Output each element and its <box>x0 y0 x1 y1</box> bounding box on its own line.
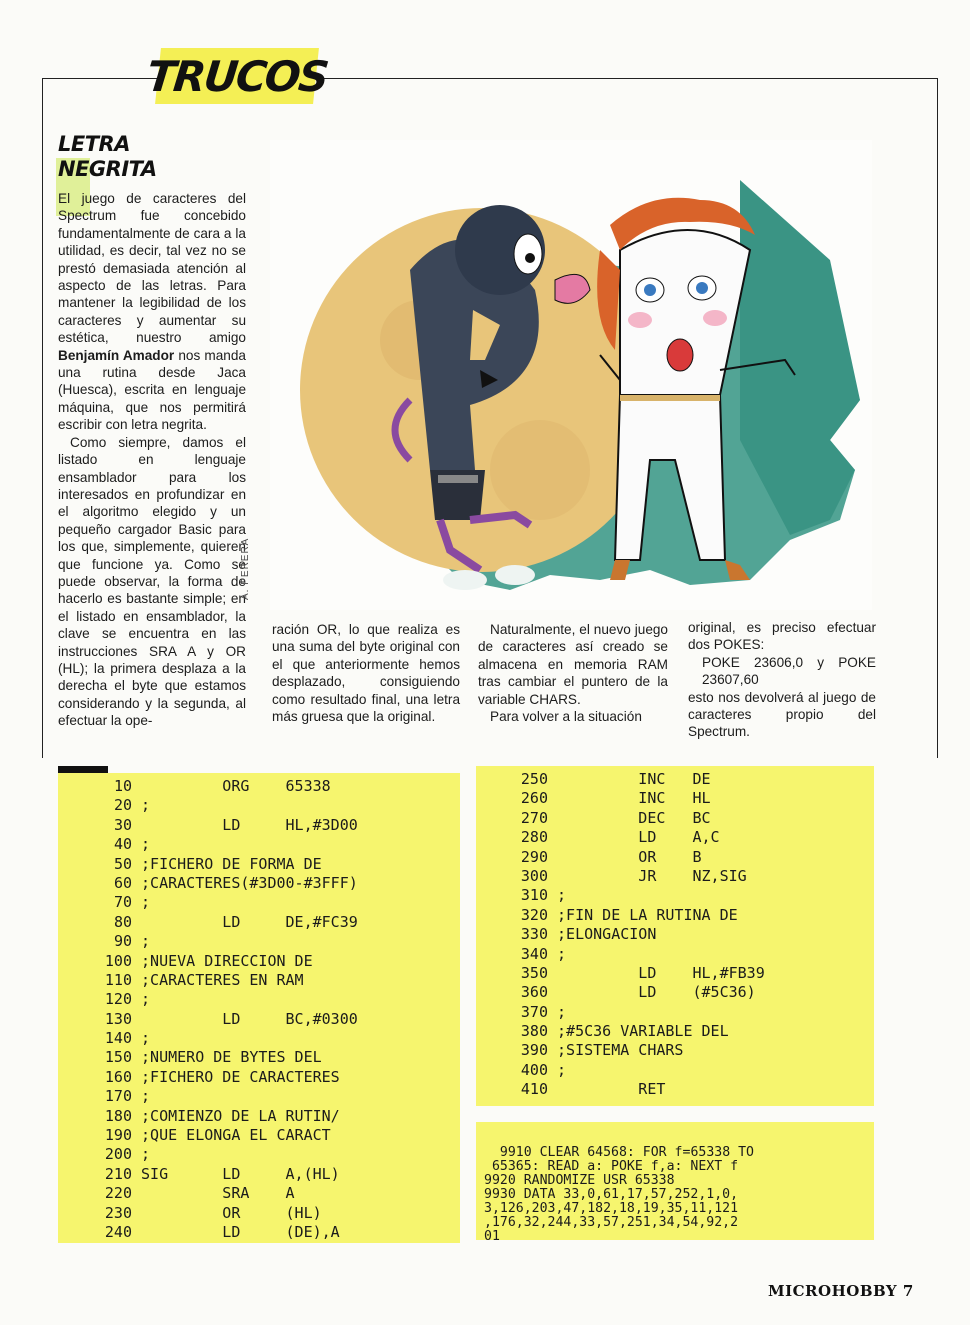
line-number: 50 <box>113 854 132 873</box>
code-line <box>74 1068 358 1087</box>
line-number: 320 <box>520 905 548 924</box>
code-line <box>74 1126 358 1145</box>
line-number: 310 <box>520 886 548 905</box>
code-line <box>74 777 358 796</box>
code-line <box>74 990 358 1009</box>
col1-text-b: nos manda una rutina desde Jaca (Huesca), escrita en lenguaje máquina, que nos permitirá escribir con letra negrita. <box>58 347 246 433</box>
code-line <box>74 835 358 854</box>
code-line <box>490 964 765 983</box>
assembler-listing-left <box>74 777 358 1242</box>
basic-line: ,176,32,244,33,57,251,34,54,92,2 <box>484 1215 739 1230</box>
code-text: ; <box>132 1145 151 1164</box>
code-text: ;#5C36 VARIABLE DEL <box>548 1022 729 1041</box>
code-line <box>490 867 765 886</box>
code-line <box>490 983 765 1002</box>
code-text: ;CARACTERES EN RAM <box>132 970 304 989</box>
line-number: 360 <box>520 983 548 1002</box>
code-line <box>74 855 358 874</box>
line-number: 380 <box>520 1022 548 1041</box>
line-number: 330 <box>520 925 548 944</box>
code-line <box>490 906 765 925</box>
code-line <box>74 952 358 971</box>
line-number: 210 <box>104 1164 132 1183</box>
line-number: 60 <box>113 873 132 892</box>
code-text: ; <box>132 835 151 854</box>
code-text: ;FIN DE LA RUTINA DE <box>548 905 738 924</box>
body-column-2 <box>272 621 460 725</box>
code-line <box>490 848 765 867</box>
code-line <box>490 1022 765 1041</box>
line-number: 390 <box>520 1041 548 1060</box>
line-number: 80 <box>113 912 132 931</box>
col4-pokes: POKE 23606,0 y POKE 23607,60 <box>702 654 876 688</box>
frame-right-rule <box>937 78 938 758</box>
code-line <box>490 789 765 808</box>
code-line <box>74 796 358 815</box>
line-number: 340 <box>520 944 548 963</box>
code-text: DEC BC <box>548 808 711 827</box>
assembler-listing-right <box>490 770 765 1100</box>
line-number: 100 <box>104 951 132 970</box>
line-number: 270 <box>520 808 548 827</box>
illustration <box>270 140 872 610</box>
code-text: ; <box>548 944 567 963</box>
title-line-1: LETRA <box>58 132 130 156</box>
code-text: ; <box>132 796 151 815</box>
line-number: 150 <box>104 1048 132 1067</box>
code-line <box>74 1048 358 1067</box>
code-line <box>490 1041 765 1060</box>
code-text: OR (HL) <box>132 1203 322 1222</box>
code-text: LD (DE),A <box>132 1222 340 1241</box>
code-text: ; <box>132 1029 151 1048</box>
code-line <box>74 1107 358 1126</box>
illustration-credit: A. PERERA <box>240 537 251 600</box>
code-line <box>490 945 765 964</box>
line-number: 10 <box>113 777 132 795</box>
line-number: 400 <box>520 1060 548 1079</box>
line-number: 300 <box>520 866 548 885</box>
code-text: LD A,C <box>548 828 720 847</box>
code-line <box>74 1087 358 1106</box>
body-column-1 <box>58 190 246 730</box>
code-line <box>74 932 358 951</box>
col4-outro: esto nos devolverá al juego de caracteres propio del Spectrum. <box>688 689 876 740</box>
code-line <box>74 874 358 893</box>
basic-line: 9920 RANDOMIZE USR 65338 <box>484 1173 675 1188</box>
line-number: 190 <box>104 1126 132 1145</box>
basic-line: 9930 DATA 33,0,61,17,57,252,1,0, <box>484 1187 739 1202</box>
code-text: ; <box>132 1087 151 1106</box>
line-number: 280 <box>520 828 548 847</box>
code-text: JR NZ,SIG <box>548 866 747 885</box>
page-footer: MICROHOBBY 7 <box>768 1282 914 1300</box>
col3-paragraph-2: Para volver a la situación <box>490 709 642 725</box>
code-text: ; <box>548 886 567 905</box>
line-number: 170 <box>104 1087 132 1106</box>
line-number: 410 <box>520 1080 548 1099</box>
line-number: 160 <box>104 1067 132 1086</box>
code-text: ; <box>132 893 151 912</box>
section-tag: TRUCOS <box>155 48 319 104</box>
code-text: LD HL,#3D00 <box>132 815 358 834</box>
code-text: ;NUMERO DE BYTES DEL <box>132 1048 322 1067</box>
code-text: ;COMIENZO DE LA RUTIN/ <box>132 1106 340 1125</box>
col1-text-a: El juego de caracteres del Spectrum fue concebido fundamentalmente de cara a la utilidad, es decir, tal vez no se prestó demasiada atención al aspecto de las letras. Para mantener la legibilidad de los caracteres y aumentar su estética, nuestro amigo <box>58 191 246 346</box>
code-text: INC DE <box>548 770 711 788</box>
code-text: LD HL,#FB39 <box>548 963 765 982</box>
line-number: 260 <box>520 789 548 808</box>
basic-line: 3,126,203,47,182,18,19,35,11,121 <box>484 1201 739 1216</box>
code-line <box>490 1080 765 1099</box>
body-column-4 <box>688 619 876 741</box>
code-text: INC HL <box>548 789 711 808</box>
code-text: ;CARACTERES(#3D00-#3FFF) <box>132 873 358 892</box>
line-number: 250 <box>520 770 548 788</box>
line-number: 220 <box>104 1184 132 1203</box>
body-column-3 <box>478 621 668 725</box>
code-text: ;FICHERO DE CARACTERES <box>132 1067 340 1086</box>
line-number: 370 <box>520 1002 548 1021</box>
code-text: LD BC,#0300 <box>132 1009 358 1028</box>
col4-intro: original, es preciso efectuar dos POKES: <box>688 620 876 653</box>
line-number: 290 <box>520 847 548 866</box>
code-line <box>74 1010 358 1029</box>
line-number: 70 <box>113 893 132 912</box>
code-line <box>74 1223 358 1242</box>
basic-line: 9910 CLEAR 64568: FOR f=65338 TO <box>499 1145 754 1160</box>
code-text: ORG 65338 <box>132 777 331 795</box>
line-number: 120 <box>104 990 132 1009</box>
code-line <box>74 913 358 932</box>
code-line <box>74 1184 358 1203</box>
code-line <box>74 816 358 835</box>
line-number: 200 <box>104 1145 132 1164</box>
code-text: ;QUE ELONGA EL CARACT <box>132 1126 331 1145</box>
code-text: ; <box>548 1060 567 1079</box>
code-text: ;FICHERO DE FORMA DE <box>132 854 322 873</box>
code-line <box>490 770 765 789</box>
line-number: 90 <box>113 932 132 951</box>
col2-text: ración OR, lo que realiza es una suma del byte original con el que anteriormente hemos desplazado, consiguiendo como resultado final, una letra más gruesa que la original. <box>272 622 460 725</box>
line-number: 20 <box>113 796 132 815</box>
line-number: 140 <box>104 1029 132 1048</box>
line-number: 110 <box>104 970 132 989</box>
code-line <box>74 1145 358 1164</box>
code-text: LD DE,#FC39 <box>132 912 358 931</box>
code-line <box>490 925 765 944</box>
code-line <box>74 1204 358 1223</box>
code-line <box>490 886 765 905</box>
code-text: ; <box>548 1002 567 1021</box>
code-text: ; <box>132 990 151 1009</box>
line-number: 40 <box>113 835 132 854</box>
code-text: ;NUEVA DIRECCION DE <box>132 951 313 970</box>
code-line <box>74 971 358 990</box>
code-line <box>490 1061 765 1080</box>
code-text: ;SISTEMA CHARS <box>548 1041 684 1060</box>
code-text: ;ELONGACION <box>548 925 657 944</box>
line-number: 180 <box>104 1106 132 1125</box>
line-number: 30 <box>113 815 132 834</box>
frame-left-rule <box>42 78 43 758</box>
code-text: RET <box>548 1080 666 1099</box>
code-text: LD (#5C36) <box>548 983 756 1002</box>
basic-loader-listing <box>484 1132 870 1244</box>
code-line <box>74 893 358 912</box>
code-line <box>74 1165 358 1184</box>
line-number: 230 <box>104 1203 132 1222</box>
article-title <box>58 132 248 182</box>
code-text: ; <box>132 932 151 951</box>
line-number: 350 <box>520 963 548 982</box>
code-line <box>490 828 765 847</box>
code-line <box>74 1029 358 1048</box>
code-text: OR B <box>548 847 702 866</box>
line-number: 240 <box>104 1222 132 1241</box>
basic-line: 01 <box>484 1229 500 1244</box>
code-line <box>490 1003 765 1022</box>
line-number: 130 <box>104 1009 132 1028</box>
author-name: Benjamín Amador <box>58 347 175 363</box>
code-text: SRA A <box>132 1184 295 1203</box>
col3-paragraph-1: Naturalmente, el nuevo juego de caracteres así creado se almacena en memoria RAM tras cambiar el puntero de la variable CHARS. <box>478 622 668 707</box>
col1-paragraph-2: Como siempre, damos el listado en lenguaje ensamblador para los interesados en profundizar en el algoritmo elegido y un pequeño cargador Basic para los que, simplemente, quieren que funcione ya. Como se puede observar, la forma de hacerlo es bastante simple; en el listado en ensamblador, la clave se encuentra en las instrucciones SRA A y OR (HL); la primera desplaza a la derecha el byte que estamos considerando y la segunda, al efectuar la ope- <box>58 434 246 729</box>
title-line-2: NEGRITA <box>58 157 157 181</box>
code-line <box>490 809 765 828</box>
code-section-marker <box>58 766 108 773</box>
basic-line: 65365: READ a: POKE f,a: NEXT f <box>484 1159 739 1174</box>
code-text: SIG LD A,(HL) <box>132 1164 340 1183</box>
